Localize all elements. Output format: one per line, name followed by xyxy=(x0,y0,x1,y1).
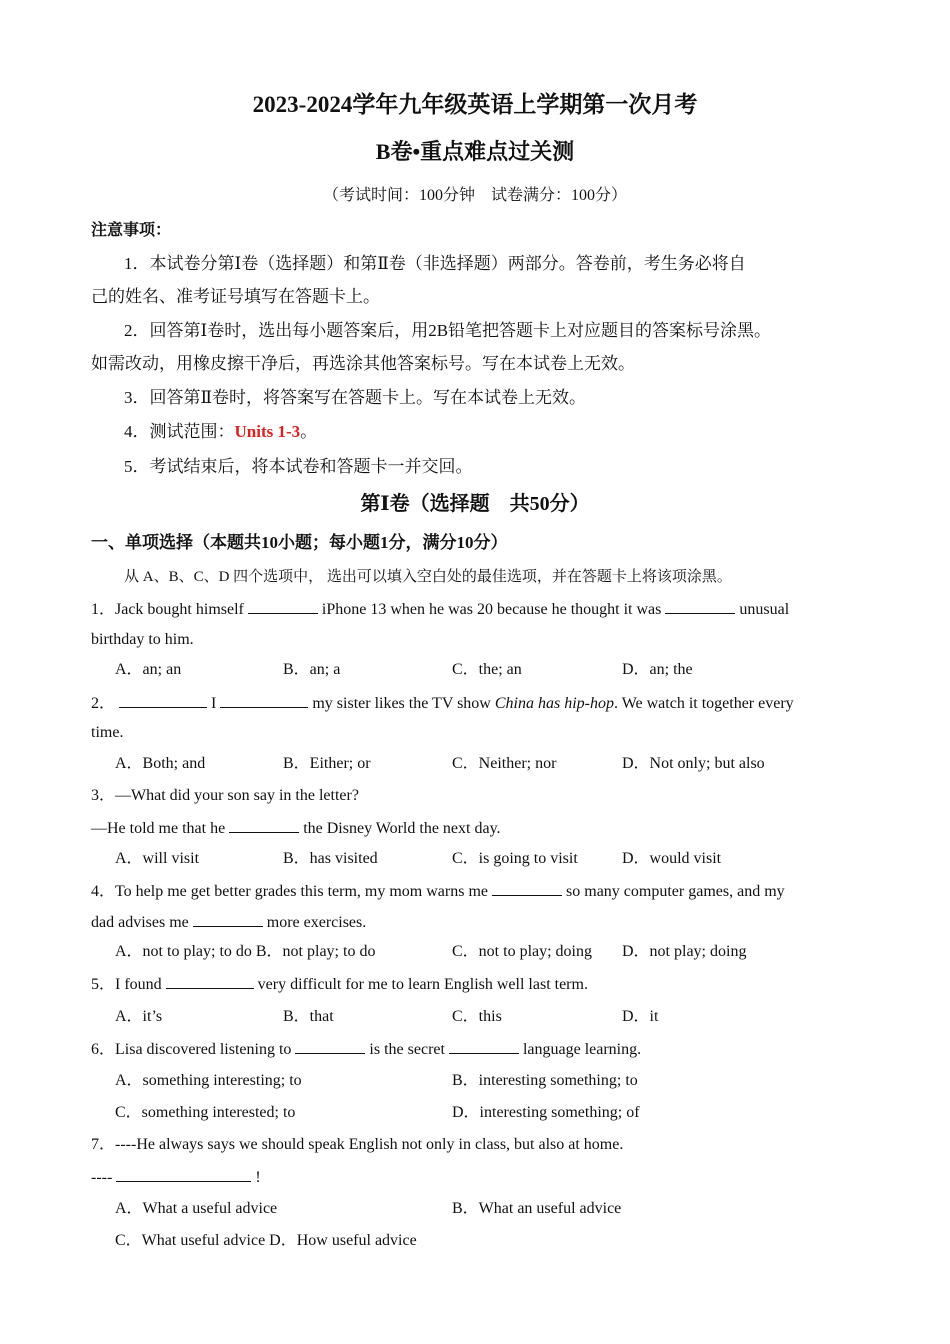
option-b: B．an; a xyxy=(283,661,341,678)
question-2-stem-cont: time. xyxy=(91,724,124,741)
option-a: A．it’s xyxy=(115,1008,163,1025)
note-item-3: 3．回答第Ⅱ卷时，将答案写在答题卡上。写在本试卷上无效。 xyxy=(124,388,587,407)
option-b: B．What an useful advice xyxy=(452,1200,622,1217)
option-c: C．the; an xyxy=(452,661,522,678)
stem-text: is the secret xyxy=(369,1041,445,1058)
note-item-1-cont: 己的姓名、准考证号填写在答题卡上。 xyxy=(91,287,380,306)
question-7-stem: 7．----He always says we should speak English not only in class, but also at home. xyxy=(91,1136,624,1153)
note-item-4-suffix: 。 xyxy=(300,422,318,441)
stem-text: language learning. xyxy=(522,1041,642,1058)
note-item-2-cont: 如需改动，用橡皮擦干净后，再选涂其他答案标号。写在本试卷上无效。 xyxy=(91,354,635,373)
answer-blank xyxy=(229,818,299,833)
question-1-stem xyxy=(91,599,789,620)
question-6-stem xyxy=(91,1039,641,1060)
option-b: B．that xyxy=(283,1008,334,1025)
stem-text: 1．Jack bought himself xyxy=(91,601,244,618)
answer-blank xyxy=(248,599,318,614)
note-item-1: 1．本试卷分第Ⅰ卷（选择题）和第Ⅱ卷（非选择题）两部分。答卷前，考生务必将自 xyxy=(124,254,746,273)
answer-blank xyxy=(193,912,263,927)
answer-blank xyxy=(449,1039,519,1054)
question-5-stem xyxy=(91,974,588,995)
option-d: D．an; the xyxy=(622,661,693,678)
answer-blank xyxy=(492,881,562,896)
option-a: A．Both; and xyxy=(115,755,206,772)
question-4-stem xyxy=(91,881,785,902)
option-c: C．Neither; nor xyxy=(452,755,557,772)
answer-blank xyxy=(665,599,735,614)
option-a: A．something interesting; to xyxy=(115,1072,302,1089)
stem-text: my sister likes the TV show xyxy=(312,695,495,712)
stem-text: ! xyxy=(255,1169,261,1186)
option-d: D．would visit xyxy=(622,850,722,867)
option-b: B．interesting something; to xyxy=(452,1072,638,1089)
option-a: A．What a useful advice xyxy=(115,1200,278,1217)
note-item-4 xyxy=(124,422,317,442)
question-7-stem-cont xyxy=(91,1167,261,1188)
answer-blank xyxy=(295,1039,365,1054)
stem-text: I xyxy=(211,695,217,712)
question-3-stem-cont xyxy=(91,818,501,839)
question-2-stem xyxy=(91,693,794,714)
answer-blank xyxy=(220,693,308,708)
option-c-d: C．What useful advice D．How useful advice xyxy=(115,1232,417,1249)
option-b: B．has visited xyxy=(283,850,378,867)
answer-blank xyxy=(116,1167,251,1182)
exam-time-info: （考试时间：100分钟 试卷满分：100分） xyxy=(322,187,627,204)
question-1-stem-cont: birthday to him. xyxy=(91,631,194,648)
stem-text: 2． xyxy=(91,695,116,712)
option-c: C．is going to visit xyxy=(452,850,578,867)
section-instruction: 从 A、B、C、D 四个选项中， 选出可以填入空白处的最佳选项，并在答题卡上将该项涂黑。 xyxy=(124,569,732,585)
stem-text: dad advises me xyxy=(91,914,189,931)
stem-text: iPhone 13 when he was 20 because he thought it was xyxy=(321,601,662,618)
stem-text: 4．To help me get better grades this term, my mom warns me xyxy=(91,883,489,900)
stem-text: ---- xyxy=(91,1169,113,1186)
question-4-stem-cont xyxy=(91,912,366,933)
stem-text: unusual xyxy=(739,601,790,618)
part-title: 第Ⅰ卷（选择题 共50分） xyxy=(360,493,590,515)
note-item-2: 2．回答第Ⅰ卷时，选出每小题答案后，用2B铅笔把答题卡上对应题目的答案标号涂黑。 xyxy=(124,321,772,340)
stem-text: very difficult for me to learn English well last term. xyxy=(257,976,588,993)
option-d: D．Not only; but also xyxy=(622,755,765,772)
option-c: C．something interested; to xyxy=(115,1104,296,1121)
answer-blank xyxy=(166,974,254,989)
option-c: C．not to play; doing xyxy=(452,943,593,960)
note-item-5: 5．考试结束后，将本试卷和答题卡一并交回。 xyxy=(124,457,473,476)
test-range: Units 1-3 xyxy=(234,422,301,441)
note-item-4-prefix: 4．测试范围： xyxy=(124,422,235,441)
stem-text: more exercises. xyxy=(266,914,367,931)
option-a: A．an; an xyxy=(115,661,182,678)
option-a-b: A．not to play; to do B．not play; to do xyxy=(115,943,376,960)
option-c: C．this xyxy=(452,1008,502,1025)
show-title: China has hip-hop xyxy=(494,695,614,712)
option-d: D．interesting something; of xyxy=(452,1104,640,1121)
section-heading: 一、单项选择（本题共10小题；每小题1分，满分10分） xyxy=(91,533,508,552)
stem-text: 6．Lisa discovered listening to xyxy=(91,1041,292,1058)
exam-subtitle: B卷•重点难点过关测 xyxy=(375,139,575,164)
stem-text: —He told me that he xyxy=(91,820,226,837)
question-3-stem: 3．—What did your son say in the letter? xyxy=(91,787,359,804)
answer-blank xyxy=(119,693,207,708)
option-a: A．will visit xyxy=(115,850,200,867)
stem-text: 5．I found xyxy=(91,976,162,993)
notes-heading: 注意事项： xyxy=(91,222,172,239)
exam-title: 2023-2024学年九年级英语上学期第一次月考 xyxy=(252,92,698,117)
stem-text: so many computer games, and my xyxy=(566,883,785,900)
option-d: D．it xyxy=(622,1008,659,1025)
stem-text: the Disney World the next day. xyxy=(303,820,501,837)
stem-text: . We watch it together every xyxy=(613,695,794,712)
option-b: B．Either; or xyxy=(283,755,371,772)
option-d: D．not play; doing xyxy=(622,943,747,960)
